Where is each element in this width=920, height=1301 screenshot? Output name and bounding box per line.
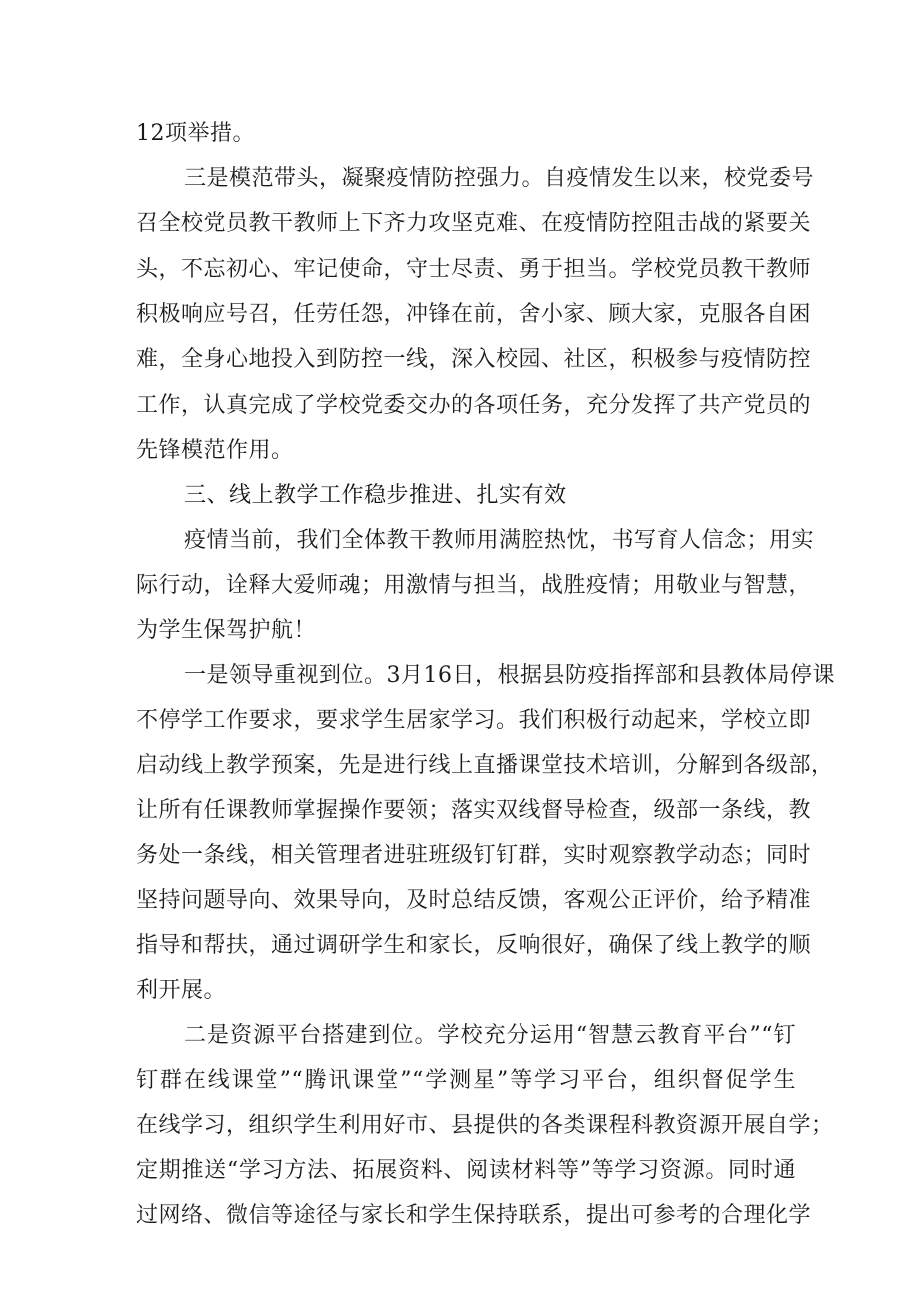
text-line: 召全校党员教干教师上下齐力攻坚克难、在疫情防控阻击战的紧要关	[136, 211, 812, 236]
paragraph-start-line: 疫情当前，我们全体教干教师用满腔热忱，书写育人信念；用实	[184, 528, 815, 553]
text-line: 过网络、微信等途径与家长和学生保持联系，提出可参考的合理化学	[136, 1203, 812, 1228]
text-line: 启动线上教学预案，先是进行线上直播课堂技术培训，分解到各级部，	[136, 753, 834, 778]
paragraph-start-line: 二是资源平台搭建到位。学校充分运用“智慧云教育平台”“钉	[184, 1023, 796, 1048]
text-line: 积极响应号召，任劳任怨，冲锋在前，舍小家、顾大家，克服各自困	[136, 302, 812, 327]
text-line: 际行动，诠释大爱师魂；用激情与担当，战胜疫情；用敬业与智慧，	[136, 573, 812, 598]
text-line: 让所有任课教师掌握操作要领；落实双线督导检查，级部一条线，教	[136, 798, 812, 823]
text-line: 为学生保驾护航！	[136, 618, 317, 643]
text-line: 12项举措。	[136, 121, 255, 146]
paragraph-start-line: 三是模范带头，凝聚疫情防控强力。自疫情发生以来，校党委号	[184, 166, 815, 191]
section-heading: 三、线上教学工作稳步推进、扎实有效	[184, 483, 567, 508]
text-line: 指导和帮扶，通过调研学生和家长，反响很好，确保了线上教学的顺	[136, 933, 812, 958]
text-line: 钉群在线课堂”“腾讯课堂”“学测星”等学习平台，组织督促学生	[136, 1068, 796, 1093]
text-line: 头，不忘初心、牢记使命，守士尽责、勇于担当。学校党员教干教师	[136, 257, 812, 282]
paragraph-start-line: 一是领导重视到位。3月16日，根据县防疫指挥部和县教体局停课	[184, 663, 835, 688]
text-line: 不停学工作要求，要求学生居家学习。我们积极行动起来，学校立即	[136, 708, 812, 733]
text-line: 利开展。	[136, 978, 227, 1003]
text-line: 在线学习，组织学生利用好市、县提供的各类课程科教资源开展自学；	[136, 1113, 834, 1138]
text-line: 先锋模范作用。	[136, 438, 294, 463]
text-line: 工作，认真完成了学校党委交办的各项任务，充分发挥了共产党员的	[136, 393, 812, 418]
text-line: 务处一条线，相关管理者进驻班级钉钉群，实时观察教学动态；同时	[136, 843, 812, 868]
text-line: 定期推送“学习方法、拓展资料、阅读材料等”等学习资源。同时通	[136, 1158, 796, 1183]
text-line: 坚持问题导向、效果导向，及时总结反馈，客观公正评价，给予精准	[136, 888, 812, 913]
text-line: 难，全身心地投入到防控一线，深入校园、社区，积极参与疫情防控	[136, 347, 812, 372]
